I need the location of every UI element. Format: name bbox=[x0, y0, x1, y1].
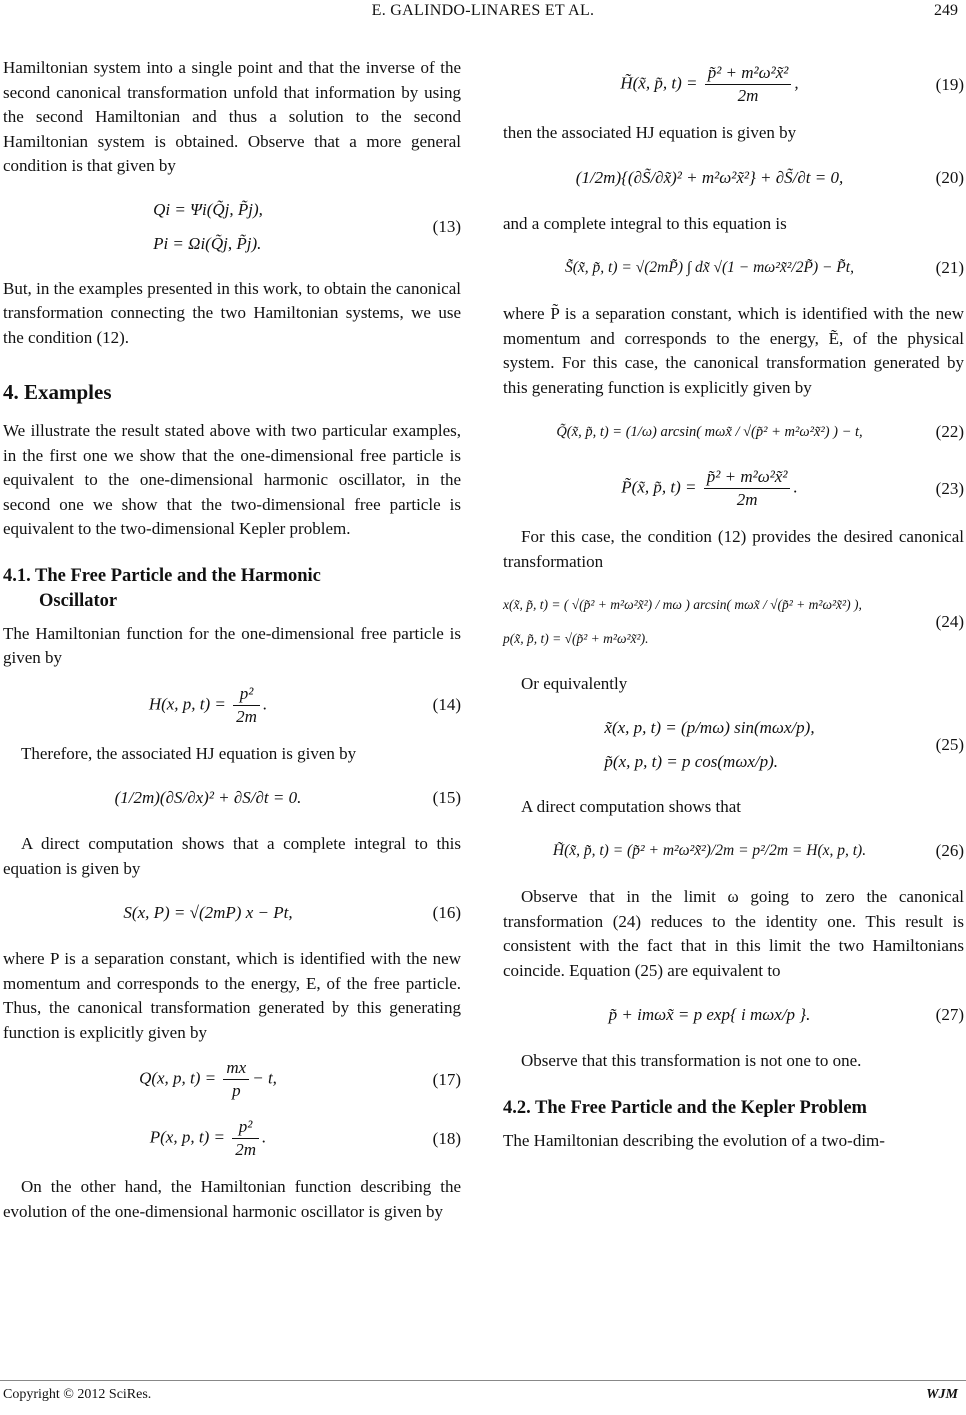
paragraph: Observe that in the limit ω going to zero the canonical transformation (24) reduces to the identity one. This result is consistent with the fact that in this limit the two Hamiltonians coincide. Equation (25) are equivalent to bbox=[503, 887, 964, 980]
equation-line: p̃(x, p, t) = p cos(mωx/p). bbox=[604, 751, 779, 771]
equation-line: x̃(x, p, t) = (p/mω) sin(mωx/p), bbox=[604, 717, 815, 737]
paragraph: where P is a separation constant, which is identified with the new momentum and corresponds to the energy, E, of the free particle. Thus, the canonical transformation generated by this generating function is explicitly given by bbox=[3, 949, 461, 1042]
equation-20: (1/2m){(∂S̃/∂x̃)² + m²ω²x̃²} + ∂S̃/∂t = 0, (20) bbox=[575, 167, 964, 187]
equation-number: (18) bbox=[432, 1128, 461, 1148]
equation-21: S̃(x̃, p̃, t) = √(2mP̃) ∫ dx̃ √(1 − mω²x̃²/2P̃) − P̃t, (21) bbox=[565, 258, 964, 277]
paragraph: then the associated HJ equation is given by bbox=[503, 123, 797, 142]
equation-17: Q(x, p, t) = $\frac{mx}{p}$ − t, (17) bbox=[139, 1058, 461, 1100]
equation-number: (24) bbox=[935, 612, 964, 631]
page-number: 249 bbox=[934, 2, 958, 19]
paragraph: On the other hand, the Hamiltonian function describing the evolution of the one-dimensional harmonic oscillator is given by bbox=[3, 1177, 461, 1221]
subsection-heading: 4.2. The Free Particle and the Kepler Problem bbox=[503, 1097, 867, 1118]
equation-27: p̃ + imωx̃ = p exp{ i mωx/p }. (27) bbox=[608, 1005, 964, 1024]
equation-number: (27) bbox=[935, 1005, 964, 1024]
equation-line: Pi = Ωi(Q̃j, P̃j). bbox=[153, 233, 262, 253]
equation-number: (20) bbox=[935, 167, 964, 187]
paragraph: Or equivalently bbox=[521, 674, 628, 693]
equation-number: (21) bbox=[935, 258, 964, 277]
subsection-heading: 4.1. The Free Particle and the Harmonic Oscillator bbox=[3, 565, 321, 611]
running-title: E. GALINDO-LINARES ET AL. bbox=[371, 2, 595, 19]
left-column bbox=[3, 56, 461, 1236]
paragraph: where P̃ is a separation constant, which is identified with the new momentum and corresponds to the energy, Ẽ, of the physical system. For this case, the canonical transformation generated by this generating function is explicitly given by bbox=[503, 304, 964, 397]
footer-divider bbox=[0, 1380, 966, 1381]
paragraph: We illustrate the result stated above with two particular examples, in the first one we show that the one-dimensional free particle is equivalent to the one-dimensional harmonic oscillator, in the second one we show that the two-dimensional free particle is equivalent to the two-dimensional Kepler problem. bbox=[3, 421, 461, 538]
paragraph: Therefore, the associated HJ equation is given by bbox=[21, 743, 357, 763]
page-footer bbox=[0, 1387, 966, 1407]
copyright-notice: Copyright © 2012 SciRes. bbox=[3, 1387, 152, 1402]
equation-24 bbox=[503, 586, 964, 658]
equation-number: (25) bbox=[935, 734, 964, 754]
equation-15: (1/2m)(∂S/∂x)² + ∂S/∂t = 0. (15) bbox=[114, 788, 461, 807]
paragraph: For this case, the condition (12) provides the desired canonical transformation bbox=[503, 527, 964, 571]
equation-number: (15) bbox=[432, 788, 461, 807]
equation-number: (22) bbox=[935, 422, 964, 441]
paragraph: and a complete integral to this equation is bbox=[503, 213, 787, 233]
equation-number: (19) bbox=[935, 74, 964, 94]
equation-number: (26) bbox=[935, 841, 964, 860]
equation-number: (13) bbox=[432, 216, 461, 236]
paragraph: Observe that this transformation is not one to one. bbox=[521, 1051, 862, 1070]
running-header bbox=[0, 2, 966, 26]
equation-25 bbox=[503, 709, 964, 781]
equation-14: H(x, p, t) = $\frac{\text{p²}}{2m}$ . (14) bbox=[148, 683, 461, 726]
paragraph: Hamiltonian system into a single point and that the inverse of the second canonical transformation unfold that information by using the second Hamiltonian and thus a solution to the second Hamiltonian system is obtained. Observe that a more general condition is that given by bbox=[3, 58, 461, 175]
paragraph: A direct computation shows that a complete integral to this equation is given by bbox=[3, 834, 461, 878]
section-heading: 4. Examples bbox=[3, 380, 112, 404]
equation-line: Qi = Ψi(Q̃j, P̃j), bbox=[153, 199, 263, 219]
paragraph: The Hamiltonian describing the evolution of a two-dim- bbox=[503, 1130, 885, 1150]
equation-number: (16) bbox=[432, 903, 461, 922]
equation-number: (14) bbox=[432, 695, 461, 714]
equation-19: H̃(x̃, p̃, t) = $\frac{\text{p̃² + m²ω²x̃²}}{2m}$ , (19) bbox=[620, 63, 964, 105]
equation-number: (23) bbox=[935, 478, 964, 498]
equation-22: Q̃(x̃, p̃, t) = (1/ω) arcsin( mωx̃ / √(p̃² + m²ω²x̃²) ) − t, (22) bbox=[556, 422, 964, 441]
paragraph: A direct computation shows that bbox=[521, 796, 742, 816]
paragraph: But, in the examples presented in this work, to obtain the canonical transformation connecting the two Hamiltonian systems, we use the condition (12). bbox=[3, 278, 461, 347]
paragraph: The Hamiltonian function for the one-dimensional free particle is given by bbox=[3, 623, 461, 667]
right-column bbox=[503, 56, 964, 1165]
equation-line: x(x̃, p̃, t) = ( √(p̃² + m²ω²x̃²) / mω ) arcsin( mωx̃ / √(p̃² + m²ω²x̃²) ), bbox=[503, 597, 862, 612]
equation-23: P̃(x̃, p̃, t) = $\frac{\text{p̃² + m²ω²x̃²}}{2m}$ . (23) bbox=[621, 467, 964, 509]
journal-abbreviation: WJM bbox=[926, 1387, 958, 1402]
equation-26: H̃(x̃, p̃, t) = (p̃² + m²ω²x̃²)/2m = p²/2m = H(x, p, t). (26) bbox=[552, 841, 964, 860]
equation-line: p(x̃, p̃, t) = √(p̃² + m²ω²x̃²). bbox=[503, 631, 649, 646]
equation-16: S(x, P) = √(2mP) x − Pt, (16) bbox=[123, 903, 461, 922]
equation-13 bbox=[3, 191, 461, 263]
equation-number: (17) bbox=[432, 1069, 461, 1089]
equation-18: P(x, p, t) = $\frac{\text{p²}}{2m}$ . (18) bbox=[149, 1117, 461, 1159]
